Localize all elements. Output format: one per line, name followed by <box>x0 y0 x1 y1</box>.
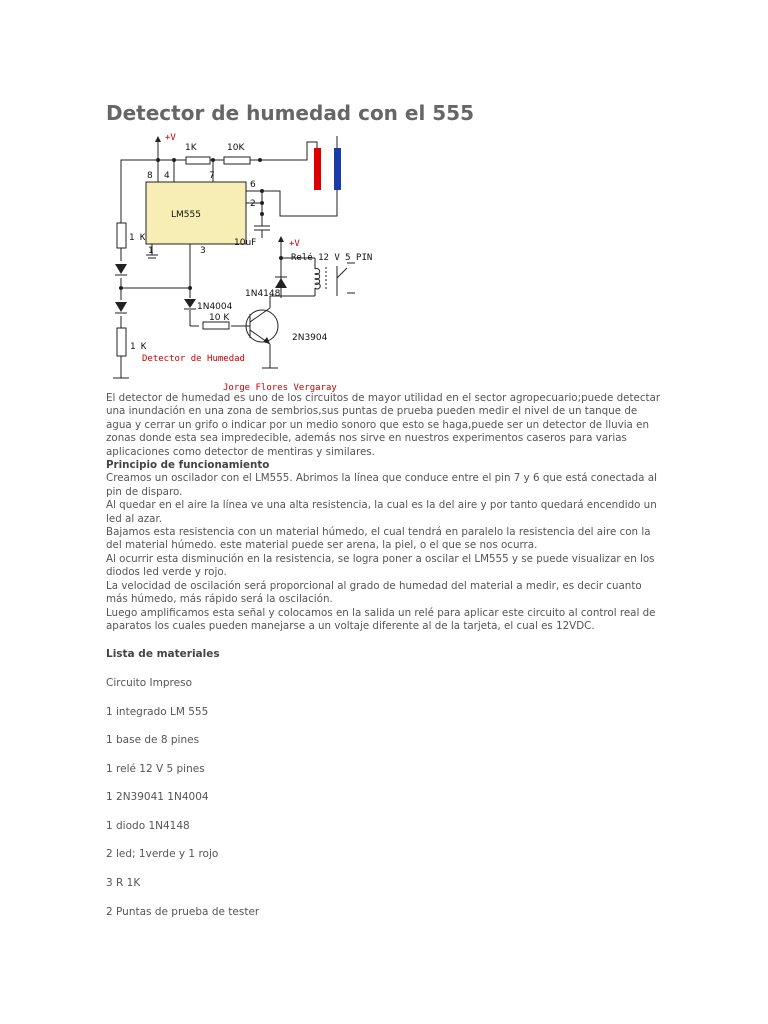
materials-item: 3 R 1K <box>106 877 141 889</box>
materials-item: 2 led; 1verde y 1 rojo <box>106 848 219 860</box>
materials-item: 1 diodo 1N4148 <box>106 820 190 832</box>
circuit-schematic <box>105 128 385 396</box>
materials-item: 1 relé 12 V 5 pines <box>106 763 205 775</box>
label-pin4: 4 <box>164 171 170 181</box>
label-pin7: 7 <box>209 171 215 181</box>
paragraph: Al ocurrir esta disminución en la resistencia, se logra poner a oscilar el LM555 y se puede visualizar en los diodos led verde y rojo. <box>106 552 655 579</box>
materials-item: 1 integrado LM 555 <box>106 706 209 718</box>
label-transistor: 2N3904 <box>292 333 328 343</box>
label-r1k-left-top: 1 K <box>129 233 146 243</box>
label-pin8: 8 <box>147 171 153 181</box>
label-caption: Detector de Humedad <box>142 354 245 364</box>
article-body <box>106 392 666 633</box>
label-pin6: 6 <box>250 180 256 190</box>
materials-item: 1 2N39041 1N4004 <box>106 791 209 803</box>
label-author: Jorge Flores Vergaray <box>223 383 337 393</box>
paragraph: Luego amplificamos esta señal y colocamos en la salida un relé para aplicar este circuito al control real de aparatos los cuales pueden manejarse a un voltaje diferente al de la tarjeta, el cual es 12VDC. <box>106 606 656 632</box>
label-plus-v-relay: +V <box>289 239 300 249</box>
paragraph: Al quedar en el aire la línea ve una alta resistencia, la cual es la del aire y por tanto quedará encendido un led al azar. <box>106 499 657 525</box>
materials-item: 2 Puntas de prueba de tester <box>106 906 260 918</box>
label-r10k-top: 10K <box>227 143 245 153</box>
label-cap: 10uF <box>234 238 257 248</box>
paragraph: Bajamos esta resistencia con un material húmedo, el cual tendrá en paralelo la resistencia del aire con la del material húmedo. este material puede ser arena, la piel, o el que se nos ocurra. <box>106 526 651 552</box>
label-pin1: 1 <box>148 246 154 256</box>
paragraph-intro: El detector de humedad es uno de los circuitos de mayor utilidad en el sector agropecuario;puede detectar una inundación en una zona de sembrios,sus puntas de prueba pueden medir el nivel de un tanque de agua y cerrar un grifo o indicar por un medio sonoro que esto se haga,puede ser un detector de lluvia en zonas donde esta sea impredecible, además nos sirve en nuestros experimentos caseros para varias aplicaciones como detector de mentiras y similares. <box>106 392 661 458</box>
label-pin3: 3 <box>200 246 206 256</box>
label-r1k-left-bottom: 1 K <box>130 342 147 352</box>
materials-item: Circuito Impreso <box>106 677 192 689</box>
label-r1k-top: 1K <box>185 143 197 153</box>
label-diode-1n4004: 1N4004 <box>197 302 233 312</box>
section-heading: Principio de funcionamiento <box>106 459 270 472</box>
label-relay: Relé 12 V 5 PIN <box>291 253 373 263</box>
label-diode-1n4148: 1N4148 <box>245 289 281 299</box>
materials-heading: Lista de materiales <box>106 648 220 660</box>
paragraph: Creamos un oscilador con el LM555. Abrimos la línea que conduce entre el pin 7 y 6 que está conectada al pin de disparo. <box>106 472 657 498</box>
paragraph: La velocidad de oscilación será proporcional al grado de humedad del material a medir, es decir cuanto más húmedo, más rápido será la oscilación. <box>106 579 642 606</box>
label-pin2: 2 <box>250 199 256 209</box>
label-plus-v-top: +V <box>165 133 176 143</box>
materials-item: 1 base de 8 pines <box>106 734 200 746</box>
materials-section <box>106 648 666 918</box>
label-chip: LM555 <box>171 210 201 220</box>
page-title: Detector de humedad con el 555 <box>106 101 475 125</box>
label-r10k-base: 10 K <box>209 313 230 323</box>
